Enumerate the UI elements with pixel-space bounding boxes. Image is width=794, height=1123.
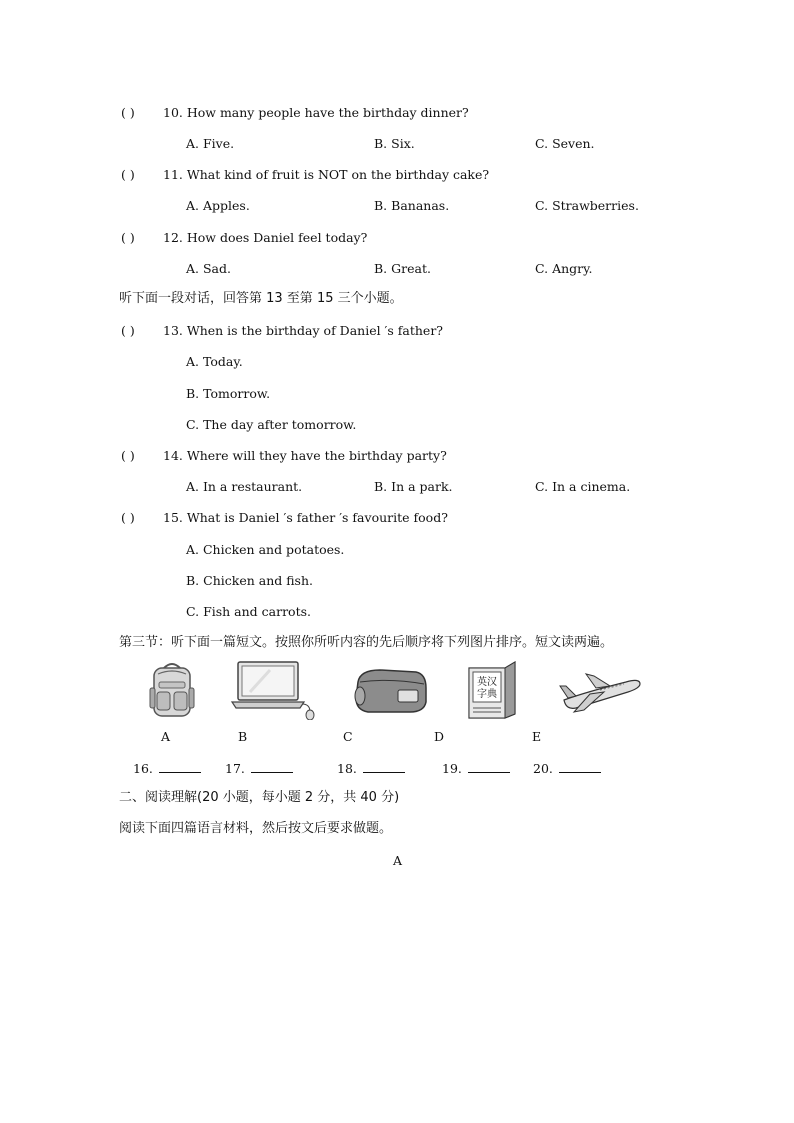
- question-15: [121, 510, 448, 526]
- question-stem: 15. What is Daniel ′s father ′s favourite food?: [163, 510, 448, 525]
- option-c: C. In a cinema.: [535, 479, 631, 494]
- option-c: C. Seven.: [535, 136, 595, 151]
- picture-letter-e: E: [532, 729, 542, 744]
- option-a: A. Five.: [186, 136, 235, 151]
- question-14: [121, 448, 447, 464]
- question-stem: 12. How does Daniel feel today?: [163, 230, 368, 245]
- answer-blank-16[interactable]: [133, 760, 201, 776]
- option-c: C. The day after tomorrow.: [186, 417, 357, 432]
- blank-number: 18.: [337, 761, 357, 776]
- question-stem: 10. How many people have the birthday dinner?: [163, 105, 469, 120]
- option-b: B. Chicken and fish.: [186, 573, 313, 588]
- picture-letter-b: B: [238, 729, 248, 744]
- picture-letter-a: A: [161, 729, 171, 744]
- option-b: B. Bananas.: [374, 198, 450, 213]
- option-c: C. Strawberries.: [535, 198, 639, 213]
- question-10: [121, 105, 469, 121]
- picture-letter-c: C: [343, 729, 353, 744]
- option-a: A. Apples.: [186, 198, 250, 213]
- instruction-13-15: 听下面一段对话，回答第 13 至第 15 三个小题。: [119, 291, 403, 306]
- airplane-icon: [556, 664, 644, 716]
- backpack-icon: [147, 660, 197, 720]
- part-2-title: 二、阅读理解(20 小题，每小题 2 分，共 40 分): [119, 790, 400, 805]
- pencil-case-icon: [350, 662, 430, 718]
- question-11: [121, 167, 489, 183]
- option-c: C. Angry.: [535, 261, 593, 276]
- question-stem: 11. What kind of fruit is NOT on the birthday cake?: [163, 167, 490, 182]
- option-a: A. Sad.: [186, 261, 231, 276]
- question-stem: 13. When is the birthday of Daniel ′s father?: [163, 323, 444, 338]
- passage-label: A: [393, 853, 403, 868]
- answer-paren[interactable]: ( ): [121, 323, 135, 338]
- picture-letter-d: D: [434, 729, 445, 744]
- option-b: B. Six.: [374, 136, 415, 151]
- option-a: A. Chicken and potatoes.: [186, 542, 345, 557]
- answer-blank-17[interactable]: [225, 760, 293, 776]
- option-a: A. In a restaurant.: [186, 479, 303, 494]
- question-13: [121, 323, 443, 339]
- blank-number: 17.: [225, 761, 245, 776]
- question-stem: 14. Where will they have the birthday party?: [163, 448, 447, 463]
- answer-paren[interactable]: ( ): [121, 230, 135, 245]
- answer-blank-20[interactable]: [533, 760, 601, 776]
- dictionary-title-2: 字典: [477, 689, 497, 700]
- option-b: B. Great.: [374, 261, 431, 276]
- option-c: C. Fish and carrots.: [186, 604, 311, 619]
- answer-blank-18[interactable]: [337, 760, 405, 776]
- option-b: B. In a park.: [374, 479, 453, 494]
- blank-number: 19.: [442, 761, 462, 776]
- option-a: A. Today.: [186, 354, 243, 369]
- question-12: [121, 230, 367, 246]
- blank-number: 20.: [533, 761, 553, 776]
- dictionary-icon: [465, 660, 521, 720]
- section-3-instruction: 第三节：听下面一篇短文。按照你所听内容的先后顺序将下列图片排序。短文读两遍。: [119, 635, 614, 650]
- answer-paren[interactable]: ( ): [121, 105, 135, 120]
- blank-number: 16.: [133, 761, 153, 776]
- dictionary-title-1: 英汉: [477, 677, 497, 688]
- answer-paren[interactable]: ( ): [121, 448, 135, 463]
- part-2-instruction: 阅读下面四篇语言材料，然后按文后要求做题。: [119, 821, 393, 836]
- answer-paren[interactable]: ( ): [121, 510, 135, 525]
- answer-paren[interactable]: ( ): [121, 167, 135, 182]
- laptop-icon: [230, 660, 320, 720]
- answer-blank-19[interactable]: [442, 760, 510, 776]
- option-b: B. Tomorrow.: [186, 386, 271, 401]
